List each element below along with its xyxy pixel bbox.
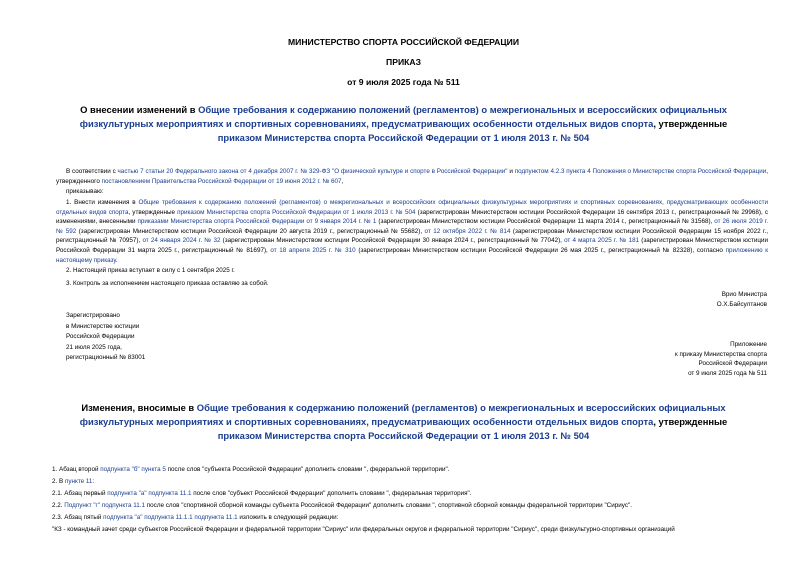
signature-position: Врио Министра [721, 291, 767, 298]
appendix-title-middle: , утвержденные [653, 416, 728, 427]
item1-order-1-link[interactable]: приказами Министерства спорта Российской Федерации от 9 января 2014 г. № 1 [137, 218, 377, 226]
registration-line-2: в Министерстве юстиции [66, 322, 140, 330]
item1-text-d: (зарегистрирован Министерством юстиции Российской Федерации 11 марта 2014 г., регистрационный № 31568), [376, 218, 715, 226]
title-middle: , утвержденные [653, 118, 728, 129]
appendix-line-4: от 9 июля 2025 года № 511 [688, 370, 767, 378]
change-2-3 [52, 514, 772, 521]
change-2-1-link[interactable]: подпункта "а" подпункта 11.1 [107, 490, 192, 497]
change-2-3-text-b: изложить в следующей редакции: [237, 514, 339, 521]
change-2-1-text-a: 2.1. Абзац первый [52, 490, 108, 497]
change-2 [52, 478, 772, 485]
item1-text-j: . [115, 256, 118, 264]
change-2-2 [52, 502, 772, 509]
change-2-1 [52, 490, 772, 497]
order-item-3: 3. Контроль за исполнением настоящего приказа оставляю за собой. [66, 280, 269, 287]
appendix-block [675, 340, 767, 379]
change-1-link[interactable]: подпункта "б" пункта 5 [100, 466, 166, 473]
change-2-2-text-a: 2.2. [52, 502, 65, 509]
item1-order-814-link[interactable]: от 12 октября 2022 г. № 814 [424, 227, 511, 235]
registration-line-3: Российской Федерации [66, 333, 135, 341]
item1-text-a: 1. Внести изменения в [66, 199, 139, 206]
change-2-1-text-b: после слов "субъект Российской Федерации" дополнить словами ", федеральная территория". [191, 490, 472, 497]
change-2-text-a: 2. В [52, 478, 65, 485]
order-date-number: от 9 июля 2025 года № 511 [347, 77, 460, 87]
title-prefix: О внесении изменений в [80, 104, 199, 115]
appendix-line-1: Приложение [730, 341, 767, 348]
change-1 [52, 466, 772, 473]
order-word: приказываю: [66, 188, 104, 195]
preamble-text-b: и [507, 168, 515, 175]
government-resolution-link[interactable]: постановлением Правительства Российской Федерации от 19 июня 2012 г. № 607 [101, 177, 342, 185]
item1-text-g: (зарегистрирован Министерством юстиции Российской Федерации 30 января 2024 г., регистрационный № 77042), [220, 237, 565, 245]
ministry-heading: МИНИСТЕРСТВО СПОРТА РОССИЙСКОЙ ФЕДЕРАЦИИ [287, 37, 519, 47]
appendix-line-2: к приказу Министерства спорта [675, 350, 767, 358]
item1-text-c: (зарегистрирован Министерством юстиции Российской Федерации 16 сентября 2013 г., регистрационный № 29968), с изменениями, внесенными [56, 208, 769, 226]
change-2-text-b: : [92, 478, 95, 485]
order-item-1 [56, 198, 768, 265]
item1-text-i: (зарегистрирован Министерством юстиции Российской Федерации 26 мая 2025 г., регистрационный № 82328), согласно [355, 246, 726, 254]
title-order-504-link[interactable]: приказом Министерства спорта Российской Федерации от 1 июля 2013 г. № 504 [217, 132, 590, 143]
item1-order-310-link[interactable]: от 18 апреля 2025 г. № 310 [270, 246, 356, 254]
preamble-text-c: , утвержденного [56, 168, 768, 185]
item1-text-f: (зарегистрирован Министерством юстиции Российской Федерации 15 ноября 2022 г., регистрационный № 70957), [56, 227, 769, 245]
change-1-text-a: 1. Абзац второй [52, 466, 101, 473]
registration-block [66, 311, 145, 364]
preamble-text-a: В соответствии с [66, 168, 118, 175]
appendix-title-order-504-link[interactable]: приказом Министерства спорта Российской Федерации от 1 июля 2013 г. № 504 [217, 430, 590, 441]
signature-block [717, 290, 767, 309]
title-requirements-link[interactable]: Общие требования к содержанию положений (регламентов) о межрегиональных и всероссийских официальных физкультурных мероприятиях и спортивных соревнованиях, предусматривающих особенности отдельных видов спорта [79, 104, 727, 129]
item1-requirements-link[interactable]: Общие требования к содержанию положений (регламентов) о межрегиональных и всероссийских официальных физкультурных мероприятиях и спортивных соревнованиях, предусматривающих особенности отдельных видов спорта [56, 199, 768, 216]
item1-order-181-link[interactable]: от 4 марта 2025 г. № 181 [564, 237, 640, 245]
appendix-line-3: Российской Федерации [698, 360, 767, 368]
registration-line-1: Зарегистрировано [66, 312, 120, 319]
appendix-title-requirements-link[interactable]: Общие требования к содержанию положений (регламентов) о межрегиональных и всероссийских официальных физкультурных мероприятиях и спортивных соревнованиях, предусматривающих особенности отдельных видов спорта [79, 402, 726, 427]
appendix-title-prefix: Изменения, вносимые в [81, 402, 197, 413]
order-item-2: 2. Настоящий приказ вступает в силу с 1 сентября 2025 г. [66, 267, 235, 274]
change-2-4: "КЗ - командный зачет среди субъектов Российской Федерации и федеральной территории "Сириус" или федеральных округов и федеральной территории "Сириус", среди физкультурно-спортивных организаций [52, 526, 675, 533]
item1-order-32-link[interactable]: от 24 января 2024 г. № 32 [142, 237, 221, 245]
item1-order-592-link[interactable]: от 26 июля 2019 г. № 592 [56, 218, 768, 235]
appendix-link[interactable]: приложению к настоящему приказу [56, 246, 769, 264]
preamble-paragraph [56, 167, 768, 186]
item1-text-e: (зарегистрирован Министерством юстиции Российской Федерации 20 августа 2019 г., регистрационный № 55682), [76, 227, 425, 235]
signature-name: О.Х.Байсултанов [716, 300, 767, 308]
change-2-3-link[interactable]: подпункта "а" подпункта 11.1.1 подпункта 11.1 [103, 514, 238, 521]
change-1-text-b: после слов "субъекта Российской Федерации" дополнить словами ", федеральной территории". [165, 466, 450, 473]
order-title [60, 103, 747, 145]
regulation-link[interactable]: подпунктом 4.2.3 пункта 4 Положения о Министерстве спорта Российской Федерации [514, 168, 767, 175]
item1-order-504-link[interactable]: приказом Министерства спорта Российской Федерации от 1 июля 2013 г. № 504 [177, 208, 416, 216]
registration-line-4: 21 июля 2025 года, [66, 343, 122, 351]
item1-text-h: (зарегистрирован Министерством юстиции Российской Федерации 31 марта 2025 г., регистрационный № 81697), [56, 237, 768, 254]
item1-text-b: , утвержденные [128, 208, 178, 216]
change-2-link[interactable]: пункте 11 [64, 478, 93, 485]
registration-line-5: регистрационный № 83001 [66, 354, 146, 362]
preamble-text-d: , [341, 177, 344, 185]
change-2-2-text-b: после слов "спортивной сборной команды субъекта Российской Федерации" дополнить словами ", спортивной сборной команды федеральной территории "Сириус". [145, 502, 632, 509]
change-2-2-link[interactable]: Подпункт "г" подпункта 11.1 [64, 502, 146, 509]
law-329fz-link[interactable]: частью 7 статьи 20 Федерального закона от 4 декабря 2007 г. № 329-ФЗ "О физической культуре и спорте в Российской Федерации" [117, 168, 508, 175]
change-2-3-text-a: 2.3. Абзац пятый [52, 514, 104, 521]
appendix-title [60, 401, 747, 443]
doc-type-heading: ПРИКАЗ [386, 57, 421, 67]
